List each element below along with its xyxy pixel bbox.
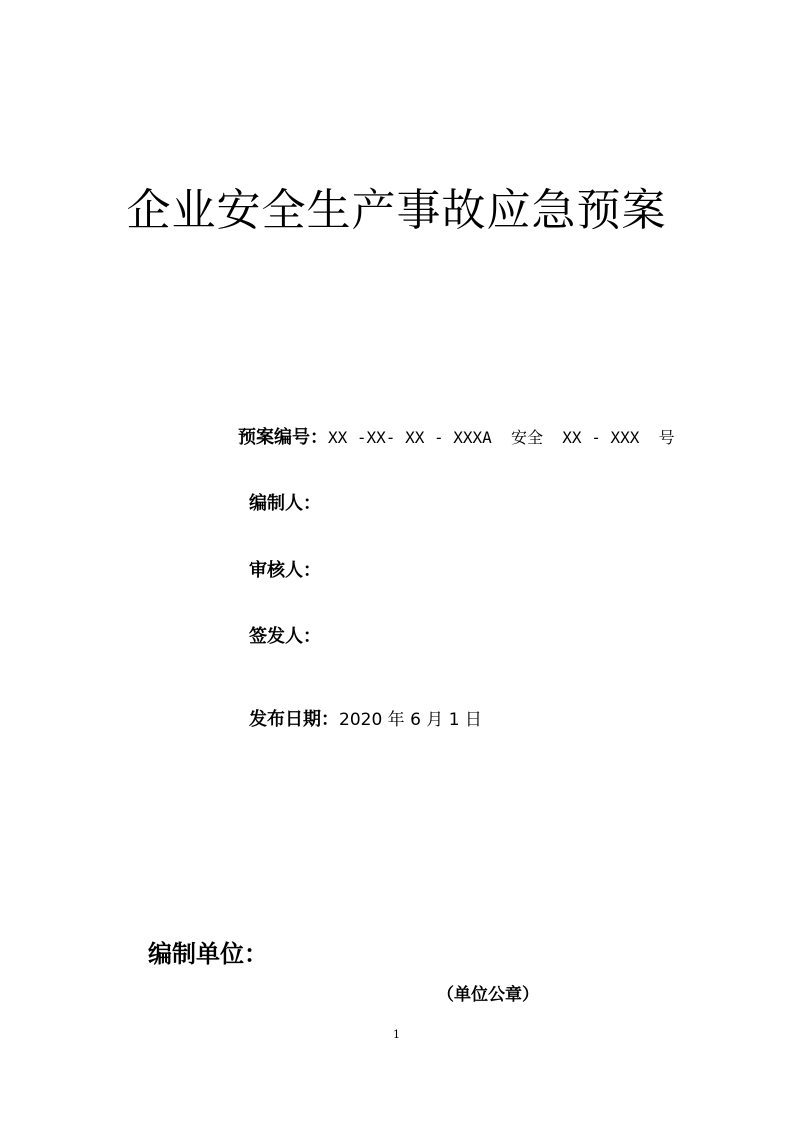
seal-note: （单位公章） — [437, 985, 539, 1005]
page-number: 1 — [393, 1028, 400, 1041]
issuer-row — [249, 622, 321, 648]
editor-label: 编制人： — [249, 493, 321, 514]
document-title: 企业安全生产事故应急预案 — [126, 185, 667, 236]
compiling-unit-label: 编制单位： — [148, 940, 268, 968]
plan-number-value: XX -XX- XX - XXXA 安全 XX - XXX 号 — [328, 428, 675, 447]
reviewer-row — [249, 556, 321, 582]
issuer-label: 签发人： — [249, 626, 321, 647]
editor-row — [249, 489, 321, 515]
release-date-row — [249, 705, 482, 731]
release-date-value: 2020 年 6 月 1 日 — [339, 710, 482, 730]
release-date-label: 发布日期： — [249, 709, 339, 730]
reviewer-label: 审核人： — [249, 560, 321, 581]
plan-number-row — [238, 423, 675, 449]
plan-number-label: 预案编号： — [238, 427, 328, 448]
